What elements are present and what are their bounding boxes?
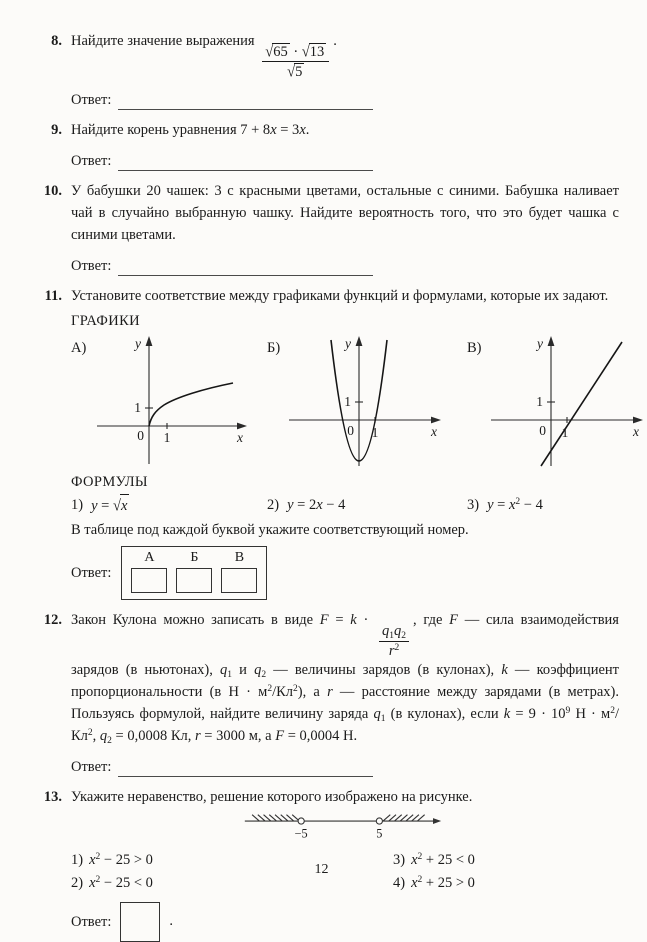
statement-text: Найдите корень уравнения: [71, 122, 241, 139]
answer-row: [71, 251, 619, 276]
option-3-label: 3): [393, 851, 406, 868]
origin-label: 0: [347, 423, 355, 439]
answer-label: Ответ:: [71, 92, 112, 109]
formula-1: [71, 494, 267, 517]
problem-number: 13.: [43, 788, 62, 805]
option-3-expression: $x^2 + 25 < 0$: [411, 851, 475, 868]
x-axis-arrow: [633, 417, 643, 424]
sqrt-curve: [149, 383, 233, 426]
y-axis-arrow: [146, 336, 153, 346]
radical: √5: [287, 63, 303, 81]
answer-label: Ответ:: [71, 565, 112, 582]
statement-text: Найдите значение выражения: [71, 33, 255, 49]
equation: 7 + 8x = 3x.: [240, 122, 310, 139]
open-point-5: [376, 818, 382, 824]
radical: √65: [265, 43, 288, 61]
problem-number: 9.: [51, 122, 62, 139]
x-axis-label: x: [431, 424, 438, 440]
option-4-label: 4): [393, 874, 406, 891]
problem-number: 8.: [51, 33, 62, 49]
answer-label: Ответ:: [71, 758, 112, 775]
answer-table: [121, 546, 267, 600]
formula-3-label: 3): [467, 497, 480, 514]
y-one-label: 1: [344, 394, 352, 410]
table-instruction: В таблице под каждой буквой укажите соответствующий номер.: [71, 522, 469, 539]
y-axis-label: y: [536, 336, 543, 352]
graph-v: [467, 334, 647, 468]
point-label-5: 5: [376, 826, 383, 841]
answer-blank-line: [118, 257, 373, 276]
option-2-expression: $x^2 - 25 < 0$: [89, 874, 153, 891]
y-one-label: 1: [134, 400, 142, 416]
answer-label: Ответ:: [71, 258, 112, 275]
formula-2-label: 2): [267, 497, 280, 514]
radical: √x: [113, 498, 129, 514]
column-header-b: Б: [190, 550, 199, 566]
formulas-heading: ФОРМУЛЫ: [71, 474, 148, 491]
formula-1-label: 1): [71, 497, 84, 514]
problem-9-statement: [71, 119, 619, 141]
problem-number: 11.: [44, 288, 62, 305]
formula-2-expression: y = 2x − 4: [287, 497, 346, 514]
graph-a-label: А): [71, 340, 87, 357]
answer-row: [71, 146, 619, 171]
page-number: 12: [314, 862, 329, 877]
formula-3: [467, 494, 619, 517]
answer-label: Ответ:: [71, 913, 112, 930]
problem-12-statement: Закон Кулона можно записать в виде F = k · $\frac{q_1q_2}{r^2}$ , где F — сила взаимодействия зарядов (в ньютонах), $q_1$ и $q_2$ — величины зарядов (в кулонах), k — коэффициент пропорциональности (в $Н \cdot м^2/Кл^2$), а r — расстояние между зарядами (в метрах). Пользуясь формулой, найдите величину заряда $q_1$ (в кулонах), если $k = 9 \cdot 10^9$ $Н \cdot м^2/Кл^2$, $q_2 = 0,0008$ Кл, r = 3000 м, а F = 0,0004 Н.: [71, 612, 620, 746]
graph-v-label: В): [467, 340, 482, 357]
point-label-minus-5: −5: [294, 826, 308, 841]
formula-2: [267, 494, 467, 517]
formulas-row: [71, 494, 619, 517]
answer-square-row: [71, 902, 619, 942]
formula-1-expression: y = √x: [91, 494, 129, 517]
number-line-figure: [243, 811, 619, 847]
graph-a: [71, 334, 267, 468]
y-axis-arrow: [356, 336, 363, 346]
formula-3-expression: $y = x^2 - 4$: [487, 497, 543, 514]
y-axis-label: y: [345, 336, 352, 352]
line-curve: [538, 342, 622, 466]
x-one-label: 1: [561, 425, 568, 441]
expression-fraction: $\frac{√65 \cdot √13}{√5}$ .: [258, 33, 337, 49]
answer-blank-line: [118, 758, 373, 777]
fraction: $\frac{q_1q_2}{r^2}$: [379, 623, 409, 658]
problem-9: [34, 119, 619, 171]
graphs-row: [71, 334, 639, 468]
problem-8: [34, 30, 619, 110]
option-1-expression: $x^2 - 25 > 0$: [89, 851, 153, 868]
x-axis-arrow: [431, 417, 441, 424]
x-one-label: 1: [371, 425, 379, 441]
problem-12: [34, 609, 619, 776]
answer-blank-line: [118, 152, 373, 171]
x-one-label: 1: [163, 430, 171, 446]
graph-v-canvas: [487, 334, 647, 468]
graph-b-label: Б): [267, 340, 281, 357]
answer-row: [71, 752, 619, 777]
graph-b: [267, 334, 467, 468]
answer-blank-line: [118, 91, 373, 110]
option-1-label: 1): [71, 851, 84, 868]
x-axis-label: x: [237, 430, 244, 446]
column-header-a: А: [144, 550, 155, 566]
answer-table-area: [71, 546, 619, 600]
x-axis-label: x: [632, 424, 639, 440]
y-axis-arrow: [547, 336, 554, 346]
y-axis-label: y: [135, 336, 142, 352]
answer-label: Ответ:: [71, 153, 112, 170]
axis-arrow: [433, 818, 441, 824]
answer-cell-a: [131, 568, 167, 593]
answer-cell-v: [221, 568, 257, 593]
origin-label: 0: [538, 423, 546, 439]
answer-row: [71, 85, 619, 110]
graphs-heading: ГРАФИКИ: [71, 313, 141, 330]
problem-13-statement: Укажите неравенство, решение которого изображено на рисунке.: [71, 788, 473, 805]
problem-number: 12.: [43, 612, 62, 629]
option-4-expression: $x^2 + 25 > 0$: [411, 874, 475, 891]
radical: √13: [301, 43, 325, 61]
origin-label: 0: [137, 428, 145, 444]
problem-11: [34, 285, 639, 600]
number-line-canvas: [243, 811, 443, 842]
problem-11-statement: Установите соответствие между графиками функций и формулами, которые их задают.: [71, 288, 609, 305]
answer-cell-b: [176, 568, 212, 593]
x-axis-arrow: [237, 423, 247, 430]
option-2-label: 2): [71, 874, 84, 891]
y-one-label: 1: [535, 394, 543, 410]
fraction: $\frac{√65 \cdot √13}{√5}$: [262, 43, 329, 80]
problem-number: 10.: [43, 183, 62, 200]
graph-b-canvas: [285, 334, 445, 468]
problem-10-statement: У бабушки 20 чашек: 3 с красными цветами, остальные с синими. Бабушка наливает чай в случайно выбранную чашку. Найдите вероятность того, что это будет чашка с синими цветами.: [71, 183, 619, 244]
open-point-minus-5: [298, 818, 304, 824]
problem-8-statement: [71, 30, 619, 80]
column-header-v: В: [234, 550, 245, 566]
problem-10: [34, 180, 619, 276]
answer-square-box: [120, 902, 160, 942]
graph-a-canvas: [91, 334, 251, 468]
period: .: [169, 913, 173, 930]
